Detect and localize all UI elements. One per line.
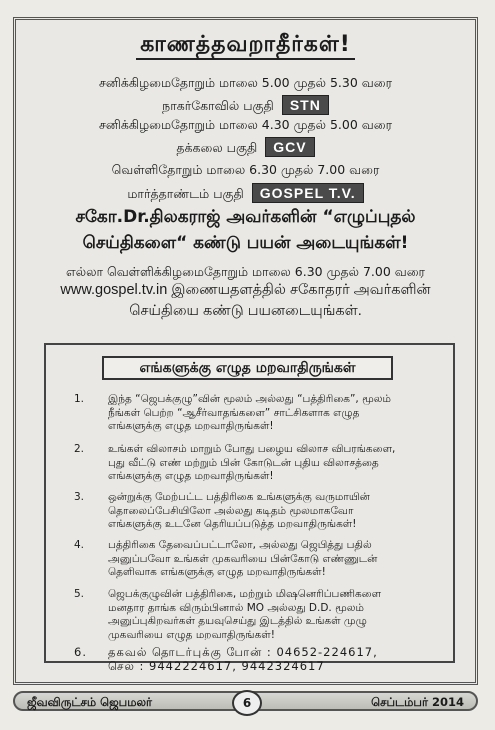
notice-heading: எங்களுக்கு எழுத மறவாதிருங்கள் [102,356,393,380]
list-item: 6. தகவல் தொடர்புக்கு போன் : 04652-224617, செல் : 9442224617, 9442324617 [74,645,378,673]
page-frame [13,17,478,685]
schedule-area-1: நாகர்கோவில் பகுதி STN [16,95,475,115]
channel-badge-stn: STN [282,95,329,115]
promo-line-2: செய்திகளை“ கண்டு பயன் அடையுங்கள்! [82,233,409,253]
schedule-time-2: சனிக்கிழமைதோறும் மாலை 4.30 முதல் 5.00 வரை [98,117,393,132]
web-line-3: செய்தியை கண்டு பயனடையுங்கள். [129,303,362,319]
schedule-time-3: வெள்ளிதோறும் மாலை 6.30 முதல் 7.00 வரை [111,162,380,177]
web-line-2: www.gospel.tv.in இணையதளத்தில் சகோதரர் அவர்களின் [60,282,431,298]
list-item: 4. பத்திரிகை தேவைப்பட்டாலோ, அல்லது ஜெபித்து பதில் அனுப்பவோ உங்கள் முகவரியை பின்கோடு எண்ணுடன் தெளிவாக எங்களுக்கு எழுத மறவாதிருங்கள்! [74,539,378,578]
page-number: 6 [232,690,262,716]
web-line-1: எல்லா வெள்ளிக்கிழமைதோறும் மாலை 6.30 முதல் 7.00 வரை [65,264,425,279]
promo-line-1: சகோ.Dr.திலகராஜ் அவர்களின் “எழுப்புதல் [75,207,416,227]
schedule-area-3: மார்த்தாண்டம் பகுதி GOSPEL T.V. [16,183,475,203]
list-item: 5. ஜெபக்குழுவின் பத்திரிகை, மற்றும் மிஷனெரிப்பணிகளை மனதார தாங்க விரும்பினால் MO அல்லது D.D. மூலம் அனுப்புகிறவர்கள் தயவுசெய்து இடத்தில் உங்கள் முழு முகவரியை எழுத மறவாதிருங்கள்! [74,588,382,641]
channel-badge-gospel: GOSPEL T.V. [252,183,364,203]
list-item: 1. இந்த “ஜெபக்குழு”வின் மூலம் அல்லது “பத்திரிகை”, மூலம் நீங்கள் பெற்ற “ஆசீர்வாதங்களை” சாட்சிகளாக எழுத எங்களுக்கு எழுத மறவாதிருங்கள்! [74,393,391,432]
schedule-time-1: சனிக்கிழமைதோறும் மாலை 5.00 முதல் 5.30 வரை [98,75,393,90]
issue-date: செப்டம்பர் 2014 [371,695,464,709]
schedule-area-2: தக்கலை பகுதி GCV [16,137,475,157]
footer-bar [13,691,478,711]
page-title: காணத்தவறாதீர்கள்! [16,32,475,60]
channel-badge-gcv: GCV [265,137,314,157]
notice-box [44,343,455,673]
list-item: 2. உங்கள் விலாசம் மாறும் போது பழைய விலாச விபரங்களை, புது வீட்டு எண் மற்றும் பின் கோடுடன் புதிய விலாசத்தை எங்களுக்கு எழுத மறவாதிருங்கள்! [74,443,396,482]
magazine-name: ஜீவவிருட்சம் ஜெபமலர் [27,695,153,709]
list-item: 3. ஒன்றுக்கு மேற்பட்ட பத்திரிகை உங்களுக்கு வருமாயின் தொலைப்பேசியிலோ அல்லது கடிதம் மூலமாகவோ எங்களுக்கு உடனே தெரியப்படுத்த மறவாதிருங்கள்! [74,491,370,530]
